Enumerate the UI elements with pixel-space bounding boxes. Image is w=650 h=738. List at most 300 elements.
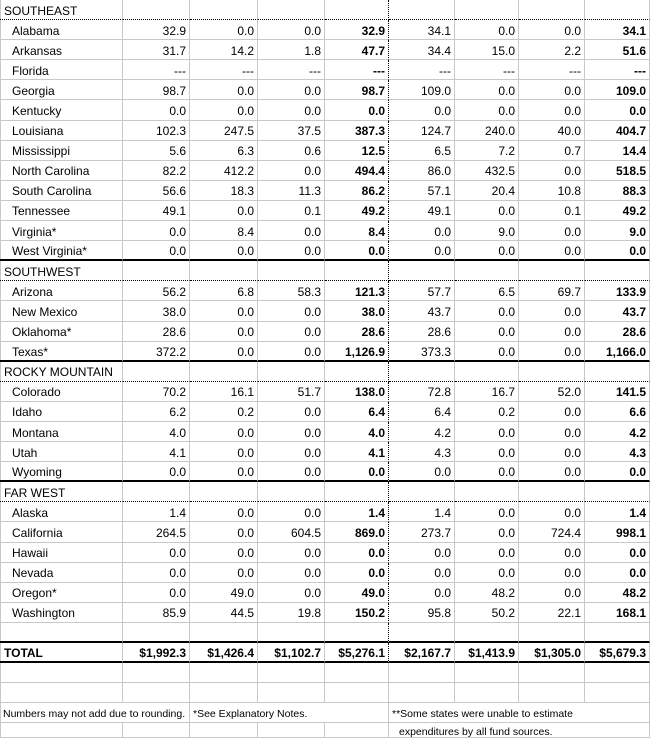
empty-cell: [258, 362, 325, 382]
row-total-cell: 86.2: [325, 181, 389, 201]
value-cell: 0.0: [123, 583, 190, 603]
value-cell: 49.1: [389, 201, 455, 221]
value-cell: 0.0: [123, 221, 190, 241]
state-name: Louisiana: [0, 121, 123, 141]
value-cell: 40.0: [519, 121, 585, 141]
value-cell: 432.5: [455, 161, 519, 181]
state-name: Florida: [0, 60, 123, 80]
value-cell: 124.7: [389, 121, 455, 141]
value-cell: 82.2: [123, 161, 190, 181]
value-cell: 0.0: [389, 241, 455, 261]
state-name: Alabama: [0, 20, 123, 40]
value-cell: 0.0: [258, 422, 325, 442]
value-cell: 70.2: [123, 382, 190, 402]
value-cell: 20.4: [455, 181, 519, 201]
row-total-cell: 0.0: [325, 543, 389, 563]
value-cell: 0.0: [258, 442, 325, 462]
value-cell: 0.0: [519, 442, 585, 462]
value-cell: 1.4: [123, 502, 190, 522]
row-total-cell: 1,166.0: [585, 342, 650, 362]
value-cell: 0.0: [519, 402, 585, 422]
value-cell: 0.0: [190, 201, 258, 221]
value-cell: 0.0: [258, 342, 325, 362]
row-total-cell: 138.0: [325, 382, 389, 402]
value-cell: 50.2: [455, 603, 519, 623]
value-cell: 0.0: [455, 442, 519, 462]
empty-cell: [325, 0, 389, 20]
empty-cell: [519, 0, 585, 20]
value-cell: 14.2: [190, 40, 258, 60]
value-cell: 4.1: [123, 442, 190, 462]
empty-cell: [325, 362, 389, 382]
row-total-cell: 0.0: [585, 543, 650, 563]
state-name: North Carolina: [0, 161, 123, 181]
row-total-cell: 0.0: [585, 462, 650, 482]
value-cell: 6.5: [455, 281, 519, 301]
value-cell: 109.0: [389, 80, 455, 100]
value-cell: 49.0: [190, 583, 258, 603]
row-total-cell: ---: [325, 60, 389, 80]
value-cell: ---: [258, 60, 325, 80]
state-name: Colorado: [0, 382, 123, 402]
value-cell: 373.3: [389, 342, 455, 362]
value-cell: 0.0: [190, 543, 258, 563]
region-header: SOUTHEAST: [0, 0, 123, 20]
value-cell: 95.8: [389, 603, 455, 623]
value-cell: 0.0: [455, 301, 519, 321]
value-cell: 52.0: [519, 382, 585, 402]
value-cell: 0.0: [519, 422, 585, 442]
value-cell: 0.0: [190, 80, 258, 100]
value-cell: 0.0: [190, 422, 258, 442]
value-cell: 1.4: [389, 502, 455, 522]
value-cell: 6.3: [190, 141, 258, 161]
empty-cell: [389, 0, 455, 20]
empty-cell: [585, 663, 650, 683]
value-cell: 412.2: [190, 161, 258, 181]
row-total-cell: 47.7: [325, 40, 389, 60]
empty-cell: [258, 623, 325, 643]
row-total-cell: 32.9: [325, 20, 389, 40]
value-cell: 0.0: [455, 241, 519, 261]
empty-cell: [190, 663, 258, 683]
value-cell: 0.2: [190, 402, 258, 422]
value-cell: 247.5: [190, 121, 258, 141]
value-cell: 0.0: [123, 100, 190, 120]
row-total-cell: 0.0: [325, 563, 389, 583]
state-name: Georgia: [0, 80, 123, 100]
footnote-explanatory-notes: *See Explanatory Notes.: [190, 703, 389, 723]
empty-cell: [455, 0, 519, 20]
empty-cell: [258, 261, 325, 281]
row-total-cell: ---: [585, 60, 650, 80]
empty-cell: [123, 663, 190, 683]
row-total-cell: 12.5: [325, 141, 389, 161]
state-name: Alaska: [0, 502, 123, 522]
empty-cell: [0, 723, 123, 737]
value-cell: 18.3: [190, 181, 258, 201]
value-cell: 0.0: [455, 100, 519, 120]
value-cell: 0.0: [455, 563, 519, 583]
value-cell: 0.0: [190, 301, 258, 321]
value-cell: 0.0: [190, 322, 258, 342]
value-cell: 0.0: [455, 422, 519, 442]
empty-cell: [258, 482, 325, 502]
row-total-cell: 9.0: [585, 221, 650, 241]
state-name: Arkansas: [0, 40, 123, 60]
value-cell: 0.0: [519, 80, 585, 100]
value-cell: 0.0: [190, 442, 258, 462]
empty-cell: [585, 0, 650, 20]
row-total-cell: 4.3: [585, 442, 650, 462]
row-total-cell: 6.6: [585, 402, 650, 422]
value-cell: 0.0: [519, 161, 585, 181]
state-name: West Virginia*: [0, 241, 123, 261]
empty-cell: [585, 683, 650, 703]
empty-cell: [455, 261, 519, 281]
empty-cell: [585, 261, 650, 281]
value-cell: 56.2: [123, 281, 190, 301]
empty-cell: [0, 683, 123, 703]
value-cell: 0.0: [519, 20, 585, 40]
value-cell: 0.0: [519, 563, 585, 583]
empty-cell: [585, 623, 650, 643]
empty-cell: [325, 623, 389, 643]
value-cell: 49.1: [123, 201, 190, 221]
value-cell: 56.6: [123, 181, 190, 201]
value-cell: 32.9: [123, 20, 190, 40]
value-cell: 0.0: [258, 563, 325, 583]
empty-cell: [455, 362, 519, 382]
empty-cell: [519, 683, 585, 703]
empty-cell: [325, 261, 389, 281]
empty-cell: [585, 362, 650, 382]
value-cell: 28.6: [389, 322, 455, 342]
total-label: TOTAL: [0, 643, 123, 663]
grand-total-cell: $1,305.0: [519, 643, 585, 663]
empty-cell: [258, 663, 325, 683]
value-cell: 0.0: [258, 80, 325, 100]
state-name: Montana: [0, 422, 123, 442]
value-cell: 0.0: [258, 502, 325, 522]
value-cell: 57.7: [389, 281, 455, 301]
value-cell: 0.0: [455, 522, 519, 542]
value-cell: 0.7: [519, 141, 585, 161]
value-cell: 0.0: [123, 462, 190, 482]
value-cell: 38.0: [123, 301, 190, 321]
empty-cell: [585, 482, 650, 502]
grand-total-cell: $5,276.1: [325, 643, 389, 663]
value-cell: 0.1: [519, 201, 585, 221]
grand-total-cell: $1,426.4: [190, 643, 258, 663]
value-cell: 102.3: [123, 121, 190, 141]
value-cell: 0.0: [123, 563, 190, 583]
empty-cell: [190, 0, 258, 20]
state-name: Hawaii: [0, 543, 123, 563]
empty-cell: [325, 723, 389, 737]
region-header: SOUTHWEST: [0, 261, 123, 281]
value-cell: 0.0: [389, 462, 455, 482]
grand-total-cell: $1,992.3: [123, 643, 190, 663]
empty-cell: [325, 683, 389, 703]
value-cell: 0.0: [258, 583, 325, 603]
value-cell: 4.2: [389, 422, 455, 442]
value-cell: 0.0: [455, 462, 519, 482]
grand-total-cell: $2,167.7: [389, 643, 455, 663]
footnote-fund-sources-line-1: **Some states were unable to estimate: [389, 703, 650, 723]
value-cell: 0.2: [455, 402, 519, 422]
grand-total-cell: $1,102.7: [258, 643, 325, 663]
state-name: Texas*: [0, 342, 123, 362]
row-total-cell: 34.1: [585, 20, 650, 40]
row-total-cell: 4.1: [325, 442, 389, 462]
value-cell: 264.5: [123, 522, 190, 542]
empty-cell: [389, 261, 455, 281]
row-total-cell: 28.6: [585, 322, 650, 342]
value-cell: 0.0: [123, 543, 190, 563]
empty-cell: [519, 362, 585, 382]
value-cell: 0.0: [519, 241, 585, 261]
value-cell: 0.0: [519, 502, 585, 522]
empty-cell: [325, 482, 389, 502]
value-cell: 0.0: [190, 502, 258, 522]
value-cell: 51.7: [258, 382, 325, 402]
state-name: South Carolina: [0, 181, 123, 201]
state-name: Idaho: [0, 402, 123, 422]
value-cell: 16.1: [190, 382, 258, 402]
value-cell: 86.0: [389, 161, 455, 181]
row-total-cell: 88.3: [585, 181, 650, 201]
state-name: Utah: [0, 442, 123, 462]
empty-cell: [455, 683, 519, 703]
empty-cell: [190, 362, 258, 382]
empty-cell: [190, 261, 258, 281]
value-cell: 0.0: [519, 322, 585, 342]
row-total-cell: 48.2: [585, 583, 650, 603]
value-cell: 0.0: [455, 201, 519, 221]
row-total-cell: 494.4: [325, 161, 389, 181]
value-cell: 0.0: [258, 322, 325, 342]
value-cell: 0.0: [258, 301, 325, 321]
row-total-cell: 387.3: [325, 121, 389, 141]
value-cell: 0.0: [123, 241, 190, 261]
value-cell: 0.1: [258, 201, 325, 221]
value-cell: 0.0: [190, 563, 258, 583]
value-cell: 372.2: [123, 342, 190, 362]
value-cell: 0.0: [190, 522, 258, 542]
state-name: California: [0, 522, 123, 542]
value-cell: 11.3: [258, 181, 325, 201]
state-name: Tennessee: [0, 201, 123, 221]
value-cell: 0.0: [519, 543, 585, 563]
value-cell: 4.0: [123, 422, 190, 442]
value-cell: 0.0: [519, 100, 585, 120]
row-total-cell: 404.7: [585, 121, 650, 141]
state-name: Nevada: [0, 563, 123, 583]
value-cell: 0.0: [455, 20, 519, 40]
empty-cell: [325, 663, 389, 683]
value-cell: 72.8: [389, 382, 455, 402]
value-cell: 2.2: [519, 40, 585, 60]
value-cell: 7.2: [455, 141, 519, 161]
state-name: Kentucky: [0, 100, 123, 120]
value-cell: 0.0: [389, 563, 455, 583]
value-cell: 0.0: [258, 543, 325, 563]
value-cell: 0.0: [190, 241, 258, 261]
value-cell: 6.2: [123, 402, 190, 422]
row-total-cell: 4.0: [325, 422, 389, 442]
footnote-rounding: Numbers may not add due to rounding.: [0, 703, 190, 723]
row-total-cell: 49.0: [325, 583, 389, 603]
empty-cell: [123, 0, 190, 20]
value-cell: 0.0: [389, 583, 455, 603]
empty-cell: [519, 482, 585, 502]
empty-cell: [389, 683, 455, 703]
empty-cell: [0, 623, 123, 643]
row-total-cell: 0.0: [585, 100, 650, 120]
value-cell: 6.5: [389, 141, 455, 161]
row-total-cell: 518.5: [585, 161, 650, 181]
value-cell: 34.1: [389, 20, 455, 40]
value-cell: 58.3: [258, 281, 325, 301]
grand-total-cell: $5,679.3: [585, 643, 650, 663]
value-cell: 44.5: [190, 603, 258, 623]
value-cell: 0.0: [190, 100, 258, 120]
value-cell: 0.0: [258, 20, 325, 40]
value-cell: 0.6: [258, 141, 325, 161]
row-total-cell: 6.4: [325, 402, 389, 422]
value-cell: 15.0: [455, 40, 519, 60]
state-name: New Mexico: [0, 301, 123, 321]
value-cell: 0.0: [190, 20, 258, 40]
value-cell: 0.0: [455, 502, 519, 522]
value-cell: 0.0: [190, 462, 258, 482]
empty-cell: [389, 482, 455, 502]
value-cell: 22.1: [519, 603, 585, 623]
empty-cell: [519, 261, 585, 281]
value-cell: 4.3: [389, 442, 455, 462]
row-total-cell: 998.1: [585, 522, 650, 542]
row-total-cell: 0.0: [585, 563, 650, 583]
empty-cell: [123, 623, 190, 643]
value-cell: 0.0: [258, 100, 325, 120]
row-total-cell: 168.1: [585, 603, 650, 623]
empty-cell: [258, 723, 325, 737]
value-cell: 48.2: [455, 583, 519, 603]
value-cell: 69.7: [519, 281, 585, 301]
value-cell: 0.0: [519, 221, 585, 241]
value-cell: ---: [190, 60, 258, 80]
empty-cell: [519, 663, 585, 683]
state-name: Arizona: [0, 281, 123, 301]
empty-cell: [389, 663, 455, 683]
row-total-cell: 4.2: [585, 422, 650, 442]
row-total-cell: 98.7: [325, 80, 389, 100]
row-total-cell: 38.0: [325, 301, 389, 321]
empty-cell: [455, 623, 519, 643]
empty-cell: [123, 482, 190, 502]
value-cell: ---: [389, 60, 455, 80]
value-cell: ---: [123, 60, 190, 80]
value-cell: 0.0: [389, 543, 455, 563]
value-cell: 0.0: [190, 342, 258, 362]
value-cell: 16.7: [455, 382, 519, 402]
value-cell: 0.0: [258, 221, 325, 241]
value-cell: 85.9: [123, 603, 190, 623]
state-name: Virginia*: [0, 221, 123, 241]
value-cell: 9.0: [455, 221, 519, 241]
value-cell: 0.0: [455, 322, 519, 342]
row-total-cell: 0.0: [325, 241, 389, 261]
row-total-cell: 1.4: [325, 502, 389, 522]
row-total-cell: 28.6: [325, 322, 389, 342]
empty-cell: [519, 623, 585, 643]
footnote-fund-sources-line-2: expenditures by all fund sources.: [389, 723, 650, 737]
row-total-cell: 121.3: [325, 281, 389, 301]
empty-cell: [389, 362, 455, 382]
row-total-cell: 109.0: [585, 80, 650, 100]
value-cell: 0.0: [519, 462, 585, 482]
row-total-cell: 43.7: [585, 301, 650, 321]
value-cell: 57.1: [389, 181, 455, 201]
empty-cell: [258, 683, 325, 703]
value-cell: 0.0: [519, 301, 585, 321]
row-total-cell: 0.0: [325, 100, 389, 120]
value-cell: ---: [455, 60, 519, 80]
value-cell: 19.8: [258, 603, 325, 623]
value-cell: 98.7: [123, 80, 190, 100]
value-cell: 0.0: [389, 221, 455, 241]
state-name: Mississippi: [0, 141, 123, 161]
row-total-cell: 1.4: [585, 502, 650, 522]
state-name: Oregon*: [0, 583, 123, 603]
empty-cell: [190, 683, 258, 703]
empty-cell: [389, 623, 455, 643]
value-cell: 43.7: [389, 301, 455, 321]
value-cell: ---: [519, 60, 585, 80]
value-cell: 31.7: [123, 40, 190, 60]
value-cell: 724.4: [519, 522, 585, 542]
empty-cell: [190, 482, 258, 502]
region-header: ROCKY MOUNTAIN: [0, 362, 123, 382]
row-total-cell: 0.0: [325, 462, 389, 482]
empty-cell: [123, 261, 190, 281]
state-name: Oklahoma*: [0, 322, 123, 342]
value-cell: 0.0: [519, 583, 585, 603]
row-total-cell: 8.4: [325, 221, 389, 241]
empty-cell: [123, 723, 190, 737]
row-total-cell: 150.2: [325, 603, 389, 623]
row-total-cell: 133.9: [585, 281, 650, 301]
value-cell: 0.0: [258, 402, 325, 422]
empty-cell: [258, 0, 325, 20]
value-cell: 8.4: [190, 221, 258, 241]
empty-cell: [455, 663, 519, 683]
row-total-cell: 0.0: [585, 241, 650, 261]
value-cell: 240.0: [455, 121, 519, 141]
value-cell: 1.8: [258, 40, 325, 60]
value-cell: 604.5: [258, 522, 325, 542]
value-cell: 0.0: [455, 80, 519, 100]
value-cell: 6.4: [389, 402, 455, 422]
state-name: Washington: [0, 603, 123, 623]
empty-cell: [455, 482, 519, 502]
row-total-cell: 869.0: [325, 522, 389, 542]
row-total-cell: 49.2: [325, 201, 389, 221]
empty-cell: [123, 362, 190, 382]
row-total-cell: 49.2: [585, 201, 650, 221]
value-cell: 0.0: [258, 462, 325, 482]
